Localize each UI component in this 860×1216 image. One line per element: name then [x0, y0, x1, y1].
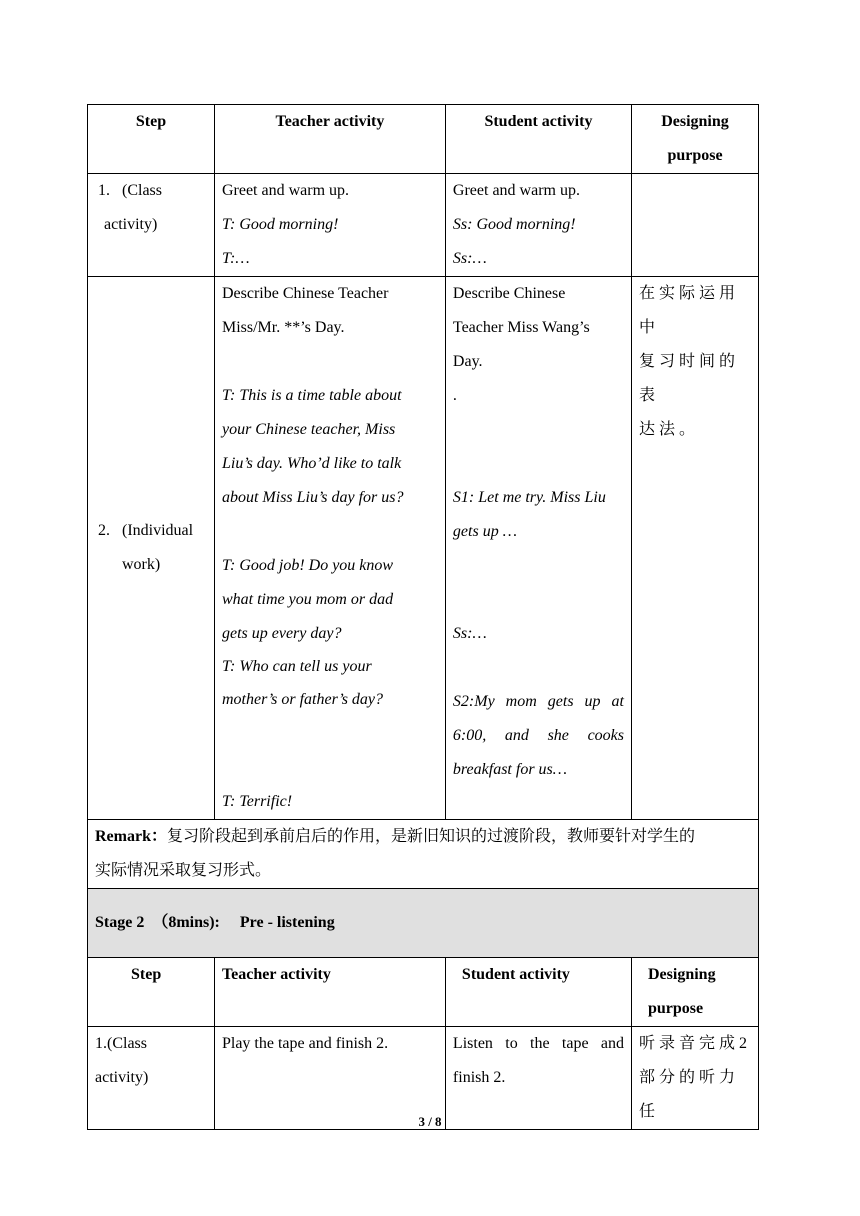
remark-text: 复习阶段起到承前启后的作用，是新旧知识的过渡阶段，教师要针对学生的	[167, 828, 696, 845]
step-cell: 1.(Class activity)	[88, 1027, 215, 1130]
header-designing-purpose: Designing purpose	[632, 105, 759, 174]
header-row-2	[88, 958, 759, 1027]
header-step: Step	[88, 958, 215, 1027]
table-row	[88, 174, 759, 277]
teacher-cell: Greet and warm up. T: Good morning! T:…	[214, 174, 445, 277]
header-teacher-activity: Teacher activity	[214, 105, 445, 174]
stage-2-heading: Stage 2 （8mins): Pre - listening	[88, 889, 759, 958]
lesson-plan-table	[87, 104, 759, 1130]
student-cell: Listen to the tape and finish 2.	[445, 1027, 631, 1130]
header-student-activity: Student activity	[445, 105, 631, 174]
step-cell: 2. (Individual work)	[88, 277, 215, 820]
remark-cell	[88, 820, 759, 889]
purpose-cell	[632, 174, 759, 277]
header-designing-purpose: Designing purpose	[632, 958, 759, 1027]
header-step: Step	[88, 105, 215, 174]
step-cell: 1. (Class activity)	[88, 174, 215, 277]
header-student-activity: Student activity	[445, 958, 631, 1027]
remark-text-2: 实际情况采取复习形式。	[95, 862, 272, 879]
teacher-cell: Describe Chinese Teacher Miss/Mr. **’s Day. T: This is a time table about your Chinese teacher, Miss Liu’s day. Who’d like to talk about Miss Liu’s day for us? T: Good job! Do you know what time you mom or dad gets up every day? T: Who can tell us your mother’s or father’s day? T: Terrific!	[214, 277, 445, 820]
purpose-cell: 在实际运用中 复习时间的表 达法。	[632, 277, 759, 820]
stage-row	[88, 889, 759, 958]
student-cell: Greet and warm up. Ss: Good morning! Ss:…	[445, 174, 631, 277]
header-teacher-activity: Teacher activity	[214, 958, 445, 1027]
table-row	[88, 277, 759, 820]
teacher-cell: Play the tape and finish 2.	[214, 1027, 445, 1130]
remark-label: Remark：	[95, 828, 167, 845]
student-cell: Describe Chinese Teacher Miss Wang’s Day. . S1: Let me try. Miss Liu gets up … Ss:… S2:My mom gets up at 6:00, and she cooks breakfast for us…	[445, 277, 631, 820]
purpose-cell: 听录音完成2 部分的听力任	[632, 1027, 759, 1130]
header-row	[88, 105, 759, 174]
page-number: 3 / 8	[418, 1114, 442, 1129]
remark-row	[88, 820, 759, 889]
